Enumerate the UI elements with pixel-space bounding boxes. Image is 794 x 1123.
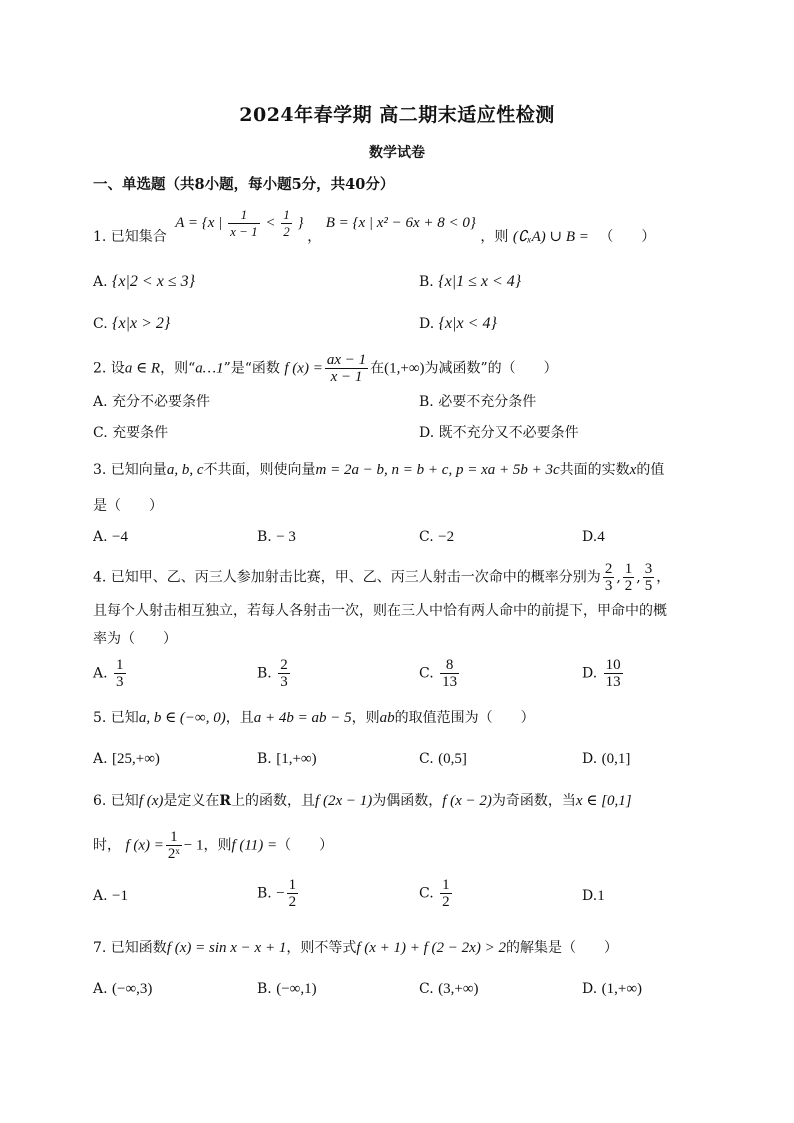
q4-line1: 4. 已知甲、乙、丙三人参加射击比赛，甲、乙、丙三人射击一次命中的概率分别为 bbox=[93, 569, 601, 586]
q5-option-d[interactable] bbox=[582, 749, 630, 769]
option-text: − 3 bbox=[276, 529, 296, 545]
q7-func: f (x) = sin x − x + 1 bbox=[166, 940, 287, 956]
q3-option-b[interactable] bbox=[257, 527, 296, 547]
q4-option-d[interactable] bbox=[582, 658, 625, 689]
option-frac bbox=[440, 878, 452, 909]
question-7 bbox=[93, 938, 618, 958]
question-3 bbox=[93, 460, 664, 480]
q3-line2: 是（ ） bbox=[93, 498, 163, 514]
q6-mid2: 上的函数，且 bbox=[231, 793, 316, 809]
q6-f2: f (2x − 1) bbox=[315, 793, 373, 809]
q2-interval: (1,+∞) bbox=[384, 360, 425, 377]
option-text: {x|2 < x ≤ 3} bbox=[112, 273, 195, 290]
q5-mid: ，且 bbox=[225, 710, 254, 726]
q6-mid5: ，则 bbox=[203, 837, 232, 854]
q1-set-a-right: } bbox=[297, 214, 304, 231]
q6-fx: f (x) = bbox=[125, 837, 164, 854]
q1-expr: (∁ₓA) ∪ B = bbox=[512, 228, 589, 245]
option-text: −1 bbox=[112, 888, 128, 904]
q1-set-a-frac1 bbox=[228, 208, 260, 239]
q1-set-a-den: x − 1 bbox=[230, 224, 258, 239]
q6-option-c[interactable] bbox=[419, 878, 454, 909]
q1-prefix: 1. 已知集合 bbox=[93, 228, 167, 245]
page-subtitle: 数学试卷 bbox=[369, 145, 425, 161]
q5-option-c[interactable] bbox=[419, 749, 467, 769]
q3-option-d[interactable] bbox=[582, 527, 605, 547]
q6-option-a[interactable] bbox=[93, 886, 128, 906]
option-num: 1 bbox=[442, 877, 450, 893]
q6-num: 1 bbox=[166, 830, 182, 846]
option-text: (0,5] bbox=[438, 751, 467, 767]
q4-line2: 且每个人射击相互独立，若每人各射击一次，则在三人中恰有两人命中的前提下，甲命中的概 bbox=[93, 603, 667, 619]
option-label: C. bbox=[419, 981, 434, 997]
option-text: 4 bbox=[597, 529, 605, 545]
option-label: B. bbox=[257, 665, 272, 682]
q3-prefix: 3. 已知向量 bbox=[93, 462, 167, 478]
q2-func: f (x) = bbox=[284, 360, 323, 377]
question-1 bbox=[93, 207, 656, 253]
q1-set-a-left: A = {x | bbox=[175, 214, 223, 231]
option-text: [1,+∞) bbox=[276, 751, 317, 767]
q6-mid3: 为偶函数， bbox=[372, 793, 443, 809]
q4-prob-den: 2 bbox=[624, 578, 633, 594]
q7-option-b[interactable] bbox=[257, 979, 317, 999]
question-2 bbox=[93, 353, 558, 384]
option-text: (1,+∞) bbox=[601, 981, 643, 997]
option-text: −2 bbox=[438, 529, 455, 545]
q3-expr: m = 2a − b, n = b + c, p = xa + 5b + 3c bbox=[315, 462, 560, 478]
q2-mid1: ，则“ bbox=[160, 360, 196, 377]
q2-prefix: 2. 设 bbox=[93, 360, 125, 377]
q6-cond: x ∈ [0,1] bbox=[575, 793, 632, 809]
q2-mid3: 在 bbox=[370, 360, 385, 377]
option-label: C. bbox=[419, 885, 434, 902]
option-text: (−∞,3) bbox=[112, 981, 153, 997]
section-heading: 一、单选题（共8小题，每小题5分，共40分） bbox=[93, 176, 395, 193]
q7-option-a[interactable] bbox=[93, 979, 152, 999]
option-label: A. bbox=[93, 888, 108, 904]
q5-var: ab bbox=[379, 710, 395, 726]
q6-mid4: 为奇函数，当 bbox=[491, 793, 576, 809]
option-text: 1 bbox=[597, 888, 605, 904]
q2-option-d[interactable] bbox=[419, 423, 579, 443]
option-den: 13 bbox=[605, 674, 621, 690]
q6-line2 bbox=[93, 830, 333, 861]
q4-option-a[interactable] bbox=[93, 658, 128, 689]
q4-prob-num: 1 bbox=[624, 561, 633, 577]
option-label: D. bbox=[419, 316, 435, 332]
q3-tail: 共面的实数 bbox=[559, 462, 630, 478]
q4-prob-num: 3 bbox=[644, 561, 653, 577]
q1-tail: ，则 bbox=[480, 228, 509, 245]
option-num: 8 bbox=[440, 658, 459, 674]
option-label: D. bbox=[582, 665, 598, 682]
q6-den: 2ˣ bbox=[167, 846, 180, 862]
option-label: C. bbox=[419, 529, 434, 545]
q1-option-c[interactable] bbox=[93, 314, 170, 334]
q1-set-b: B = {x | x² − 6x + 8 < 0} bbox=[325, 214, 476, 231]
q7-mid: ，则不等式 bbox=[286, 940, 357, 956]
q6-f3: f (x − 2) bbox=[442, 793, 492, 809]
option-num: 1 bbox=[116, 657, 124, 673]
option-label: B. bbox=[419, 274, 434, 290]
option-label: B. bbox=[419, 394, 434, 410]
option-num: 1 bbox=[288, 877, 297, 893]
option-label: D. bbox=[582, 751, 598, 767]
q2-option-b[interactable] bbox=[419, 392, 536, 412]
q3-mid1: 不共面，则使向量 bbox=[203, 462, 316, 478]
q6-frac bbox=[166, 830, 182, 861]
q4-prob-3 bbox=[643, 562, 655, 593]
q4-option-b[interactable] bbox=[257, 658, 292, 689]
option-label: A. bbox=[93, 981, 108, 997]
q6-prefix: 6. 已知 bbox=[93, 793, 139, 809]
q4-prob-num: 2 bbox=[604, 561, 613, 577]
q6-r: R bbox=[219, 793, 232, 809]
q4-line1-end: ， bbox=[656, 569, 671, 586]
q5-option-b[interactable] bbox=[257, 749, 317, 769]
q3-var: x bbox=[629, 462, 637, 478]
q1-blank: （ ） bbox=[599, 228, 656, 245]
q3-option-c[interactable] bbox=[419, 527, 454, 547]
question-4: 4. 已知甲、乙、丙三人参加射击比赛，甲、乙、丙三人射击一次命中的概率分别为 $\frac{2}{3}$ , $\frac{1}{2}$ , $\frac{3}{5}$ ， bbox=[93, 561, 671, 594]
option-text: 充分不必要条件 bbox=[112, 394, 211, 410]
option-label: A. bbox=[93, 394, 108, 410]
q1-set-a-frac2 bbox=[281, 208, 292, 239]
q2-tail: 为减函数”的（ ） bbox=[424, 360, 558, 377]
q1-set-a-mid: < bbox=[265, 214, 276, 231]
q6-f11: f (11) = bbox=[231, 837, 278, 854]
q4-prob-den: 5 bbox=[644, 578, 653, 594]
option-text: {x|1 ≤ x < 4} bbox=[438, 273, 522, 290]
option-text: 充要条件 bbox=[112, 425, 169, 441]
option-text: [25,+∞) bbox=[112, 751, 160, 767]
q2-frac bbox=[325, 353, 368, 384]
q4-line3: 率为（ ） bbox=[93, 631, 177, 647]
option-text: {x|x > 2} bbox=[112, 315, 171, 332]
option-label: D. bbox=[582, 888, 598, 904]
option-label: C. bbox=[93, 316, 108, 332]
option-den: 2 bbox=[442, 894, 450, 910]
q2-cond2: a…1 bbox=[195, 360, 224, 377]
q3-tail2: 的值 bbox=[636, 462, 665, 478]
option-sign: − bbox=[276, 885, 285, 902]
option-label: B. bbox=[257, 751, 272, 767]
question-5 bbox=[93, 708, 535, 728]
option-frac bbox=[114, 658, 126, 689]
q5-mid2: ，则 bbox=[351, 710, 380, 726]
option-frac bbox=[440, 658, 459, 689]
q2-mid2: ”是“函数 bbox=[223, 360, 280, 377]
q2-option-c[interactable] bbox=[93, 423, 168, 443]
option-label: B. bbox=[257, 981, 272, 997]
q6-mid1: 是定义在 bbox=[163, 793, 220, 809]
q7-ineq: f (x + 1) + f (2 − 2x) > 2 bbox=[356, 940, 506, 956]
option-label: B. bbox=[257, 529, 272, 545]
option-den: 13 bbox=[442, 674, 458, 690]
option-text: −4 bbox=[112, 529, 128, 545]
option-label: C. bbox=[419, 665, 434, 682]
q6-option-b[interactable] bbox=[257, 878, 300, 909]
q1-set-a-den2: 2 bbox=[283, 224, 290, 239]
q4-prob-2 bbox=[623, 562, 635, 593]
option-text: {x|x < 4} bbox=[438, 315, 497, 332]
option-text: (−∞,1) bbox=[276, 981, 317, 997]
q7-option-d[interactable] bbox=[582, 979, 642, 999]
option-frac bbox=[287, 878, 299, 909]
q5-tail: 的取值范围为（ ） bbox=[394, 710, 535, 726]
option-den: 2 bbox=[288, 894, 297, 910]
q1-set-a bbox=[175, 207, 307, 239]
q5-option-a[interactable] bbox=[93, 749, 160, 769]
option-num: 2 bbox=[280, 657, 288, 673]
q3-option-a[interactable] bbox=[93, 527, 128, 547]
option-frac bbox=[604, 658, 623, 689]
option-label: A. bbox=[93, 529, 108, 545]
option-den: 3 bbox=[116, 674, 124, 690]
q2-cond1: a ∈ R bbox=[124, 360, 161, 377]
q2-den: x − 1 bbox=[330, 369, 363, 385]
option-frac bbox=[278, 658, 290, 689]
q2-option-a[interactable] bbox=[93, 392, 210, 412]
option-label: B. bbox=[257, 885, 272, 902]
q4-prob-den: 3 bbox=[604, 578, 613, 594]
option-label: A. bbox=[93, 751, 108, 767]
q3-vectors: a, b, c bbox=[166, 462, 204, 478]
q1-option-a[interactable] bbox=[93, 272, 195, 292]
q7-tail: 的解集是（ ） bbox=[505, 940, 618, 956]
q7-prefix: 7. 已知函数 bbox=[93, 940, 167, 956]
q1-set-a-num: 1 bbox=[228, 208, 260, 224]
option-text: (3,+∞) bbox=[438, 981, 479, 997]
option-num: 10 bbox=[605, 657, 621, 673]
option-label: D. bbox=[582, 529, 598, 545]
option-label: C. bbox=[93, 425, 108, 441]
q6-blank: （ ） bbox=[277, 837, 334, 854]
q6-minus: − 1 bbox=[183, 837, 204, 854]
option-text: 既不充分又不必要条件 bbox=[438, 425, 579, 441]
q6-line2-prefix: 时， bbox=[93, 837, 121, 854]
q5-prefix: 5. 已知 bbox=[93, 710, 139, 726]
q1-option-b[interactable] bbox=[419, 272, 521, 292]
option-label: D. bbox=[582, 981, 598, 997]
option-text: (0,1] bbox=[601, 751, 631, 767]
q1-set-a-num2: 1 bbox=[283, 207, 290, 222]
q4-prob-1 bbox=[603, 562, 615, 593]
q1-sep: ， bbox=[307, 228, 322, 245]
q2-num: ax − 1 bbox=[326, 352, 367, 368]
q6-f1: f (x) bbox=[138, 793, 164, 809]
q5-eq: a + 4b = ab − 5 bbox=[253, 710, 352, 726]
q5-cond: a, b ∈ (−∞, 0) bbox=[138, 710, 226, 726]
option-den: 3 bbox=[280, 674, 288, 690]
option-label: A. bbox=[93, 274, 108, 290]
q4-option-c[interactable] bbox=[419, 658, 461, 689]
q1-option-d[interactable] bbox=[419, 314, 497, 334]
option-label: A. bbox=[93, 665, 108, 682]
option-text: 必要不充分条件 bbox=[438, 394, 537, 410]
option-label: D. bbox=[419, 425, 435, 441]
q6-option-d[interactable] bbox=[582, 886, 605, 906]
page-title: 2024年春学期 高二期末适应性检测 bbox=[239, 104, 555, 126]
question-6 bbox=[93, 791, 632, 811]
q7-option-c[interactable] bbox=[419, 979, 479, 999]
option-label: C. bbox=[419, 751, 434, 767]
